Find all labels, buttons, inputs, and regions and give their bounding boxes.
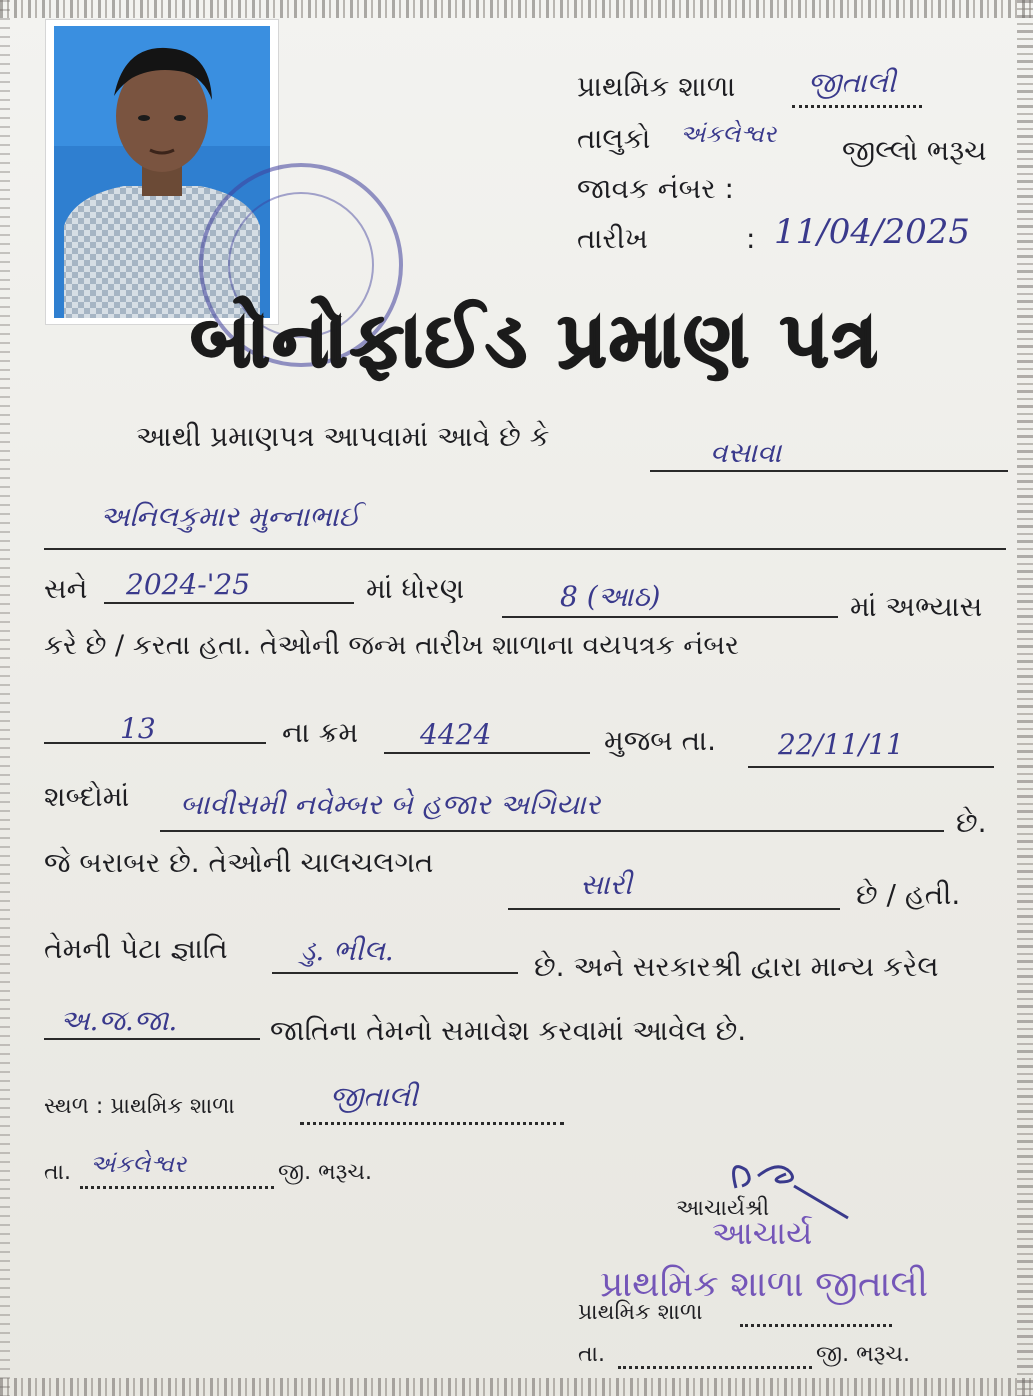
dob-line	[748, 766, 994, 768]
decorative-border-top	[0, 0, 1033, 18]
sign-school-label: પ્રાથમિક શાળા	[578, 1300, 703, 1325]
seal-role: આચાર્ય	[712, 1214, 813, 1252]
place-dots	[300, 1122, 564, 1125]
footer-district-label: જી. ભરૂચ.	[278, 1160, 372, 1185]
kram-label: ના ક્રમ	[282, 716, 359, 749]
category-value: અ.જ.જા.	[60, 1004, 178, 1037]
year-prefix: સને	[44, 572, 88, 605]
header-taluka-label: તાલુકો	[577, 122, 651, 155]
header-date-label: તારીખ	[577, 222, 648, 255]
caste-suffix: છે. અને સરકારશ્રી દ્વારા માન્ય કરેલ	[534, 950, 939, 983]
std-value: 8 (આઠ)	[560, 580, 661, 613]
conduct-value: સારી	[580, 868, 633, 901]
category-suffix: જાતિના તેમનો સમાવેશ કરવામાં આવેલ છે.	[270, 1014, 747, 1047]
place-value: જીતાલી	[330, 1080, 418, 1113]
header-district-label: જીલ્લો ભરૂચ	[842, 134, 987, 167]
header-taluka-value: અંકલેશ્વર	[680, 120, 777, 148]
year-line	[104, 602, 354, 604]
sign-district-label: જી. ભરૂચ.	[816, 1342, 910, 1367]
std-line	[502, 616, 838, 618]
body-line1-text: આથી પ્રમાણપત્ર આપવામાં આવે છે કે	[136, 420, 550, 453]
register-number: 13	[120, 712, 156, 745]
certificate-title: બોનોફાઈડ પ્રમાણ પત્ર	[190, 295, 880, 384]
header-outward-label: જાવક નંબર :	[577, 172, 734, 205]
sign-ta-label: તા.	[578, 1342, 605, 1367]
sign-school-dots	[740, 1324, 892, 1327]
footer-ta-value: અંકલેશ્વર	[90, 1150, 187, 1178]
words-suffix: છે.	[956, 806, 987, 839]
header-school-value: જીતાલી	[808, 66, 896, 99]
study-label: માં અભ્યાસ	[850, 590, 983, 623]
place-label: સ્થળ : પ્રાથમિક શાળા	[44, 1094, 235, 1119]
principal-label: આચાર્યશ્રી	[676, 1196, 770, 1221]
caste-value: ડુ. ભીલ.	[300, 934, 394, 967]
dob-value: 22/11/11	[778, 728, 904, 761]
header-school-dots	[792, 105, 922, 108]
seal-school-name: પ્રાથમિક શાળા જીતાલી	[600, 1264, 929, 1305]
category-line	[44, 1038, 260, 1040]
words-label: શબ્દોમાં	[44, 780, 130, 813]
header-date-value: 11/04/2025	[774, 212, 970, 252]
caste-line	[272, 972, 518, 974]
body-line4-text: કરે છે / કરતા હતા. તેઓની જન્મ તારીખ શાળાના વયપત્રક નંબર	[44, 630, 739, 661]
conduct-suffix: છે / હતી.	[856, 878, 961, 911]
std-label: માં ધોરણ	[366, 572, 465, 605]
fullname-line	[44, 548, 1006, 550]
conduct-line	[508, 908, 840, 910]
footer-ta-label: તા.	[44, 1160, 71, 1185]
dob-label: મુજબ તા.	[604, 724, 716, 757]
student-full-name: અનિલકુમાર મુન્નાભાઈ	[100, 500, 361, 533]
decorative-border-bottom	[0, 1378, 1033, 1396]
dob-in-words: બાવીસમી નવેમ્બર બે હજાર અગિયાર	[180, 788, 601, 821]
surname-line	[650, 470, 1008, 472]
student-surname: વસાવા	[710, 436, 782, 469]
header-date-colon: :	[746, 222, 756, 255]
kram-value: 4424	[420, 718, 492, 751]
words-line	[160, 830, 944, 832]
academic-year: 2024-'25	[126, 568, 251, 601]
caste-label: તેમની પેટા જ્ઞાતિ	[44, 932, 228, 965]
conduct-text: જે બરાબર છે. તેઓની ચાલચલગત	[44, 846, 434, 879]
sign-ta-dots	[618, 1366, 812, 1369]
decorative-border-right	[1017, 0, 1033, 1396]
footer-ta-dots	[80, 1186, 274, 1189]
decorative-border-left	[0, 0, 10, 1396]
header-school-label: પ્રાથમિક શાળા	[577, 70, 736, 103]
kram-line	[384, 752, 590, 754]
